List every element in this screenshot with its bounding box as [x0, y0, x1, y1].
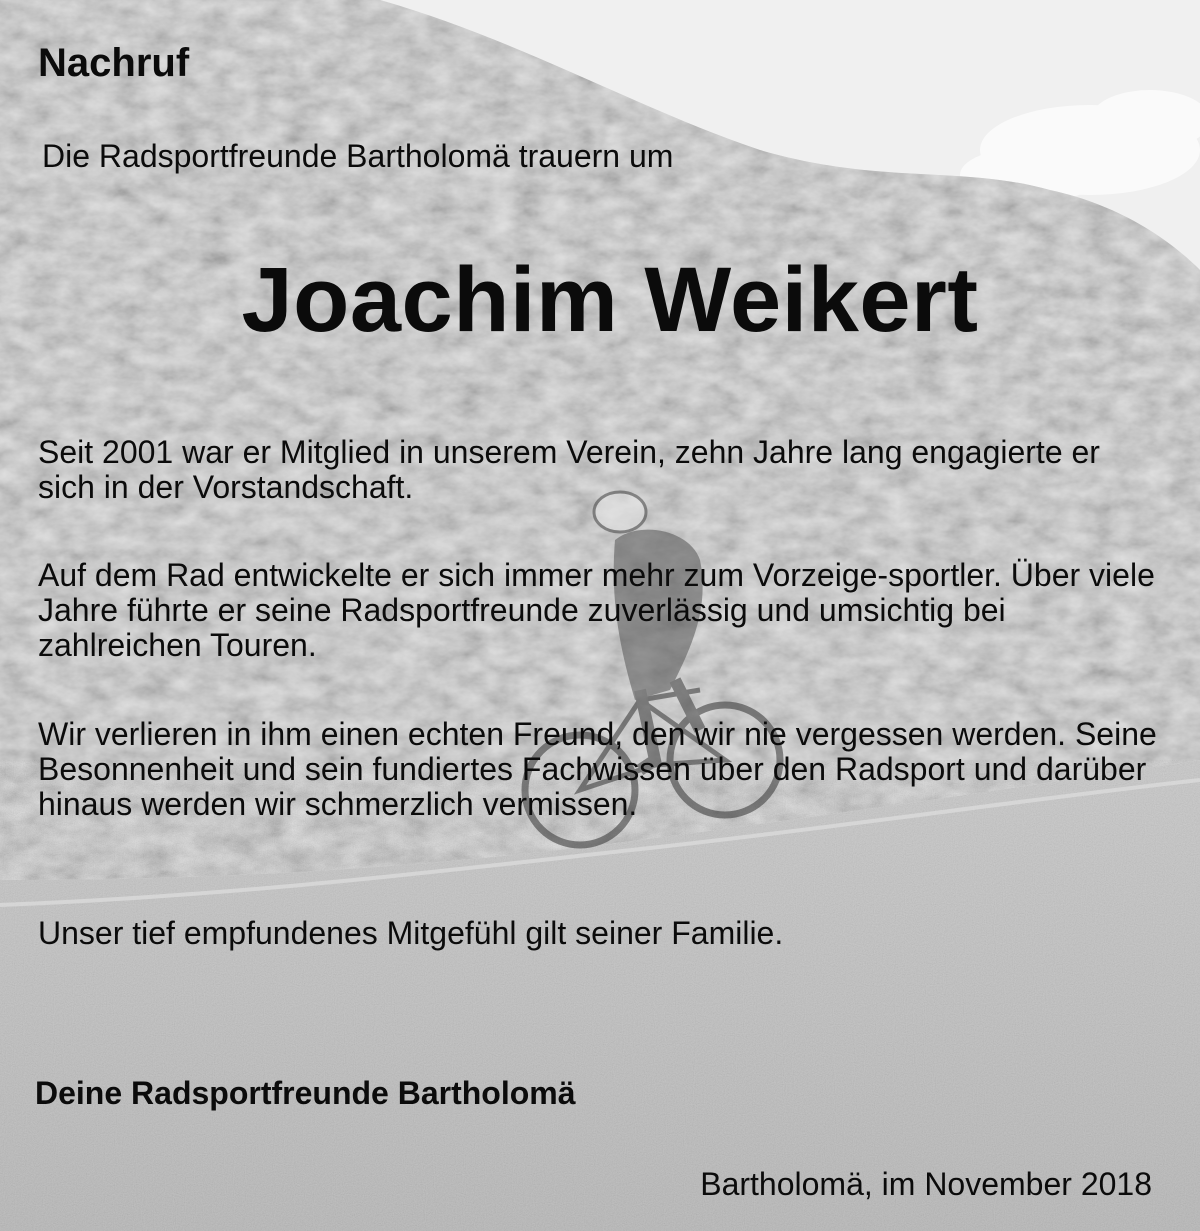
deceased-name: Joachim Weikert: [241, 249, 979, 351]
heading: Nachruf: [38, 41, 190, 85]
intro-line: Die Radsportfreunde Bartholomä trauern um: [42, 138, 674, 174]
paragraph-cycling: Auf dem Rad entwickelte er sich immer mehr zum Vorzeige-sportler. Über viele Jahre führte er seine Radsportfreunde zuverlässig und umsichtig bei zahlreichen Touren.: [38, 557, 1155, 663]
paragraph-condolences: Unser tief empfundenes Mitgefühl gilt seiner Familie.: [38, 915, 784, 951]
place-and-date: Bartholomä, im November 2018: [700, 1166, 1152, 1202]
signature: Deine Radsportfreunde Bartholomä: [35, 1075, 576, 1111]
paragraph-membership: Seit 2001 war er Mitglied in unserem Verein, zehn Jahre lang engagierte er sich in der Vorstandschaft.: [38, 434, 1100, 505]
paragraph-friend: Wir verlieren in ihm einen echten Freund, den wir nie vergessen werden. Seine Besonnenheit und sein fundiertes Fachwissen über den Radsport und darüber hinaus werden wir schmerzlich vermissen.: [38, 716, 1157, 822]
